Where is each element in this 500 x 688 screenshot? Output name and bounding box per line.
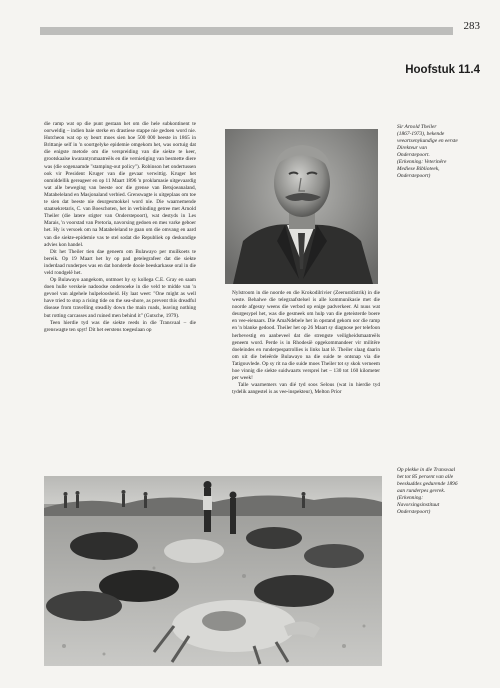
body-column-left <box>44 121 196 334</box>
caption-line: Navorsingsinstituut <box>397 502 440 508</box>
caption-line: (Erkenning: <box>397 495 424 501</box>
page-number: 283 <box>463 20 480 32</box>
caption-line: (Erkenning: Veterinêre <box>397 159 447 165</box>
paragraph: Teen hierdie tyd was die siekte reeds in die Transvaal – die grenswagte ten spyt! Dit het eerstens toegeslaan op <box>44 319 196 333</box>
body-column-right <box>232 290 380 396</box>
header-rule <box>40 27 453 35</box>
cattle-image <box>44 476 382 666</box>
caption-line: Direkteur van <box>397 145 427 151</box>
caption-line: aan runderpes gevrek. <box>397 488 446 494</box>
caption-line: Onderstepoort. <box>397 152 430 158</box>
chapter-heading: Hoofstuk 11.4 <box>405 64 480 76</box>
paragraph: Dit het Theiler tien dae geneem om Bulawayo per muilkoets te bereik. Op 19 Maart het hy op pad getelegrafeer dat die siekte inderdaad runderpes was en dat honderde dooie beeskarkasse oral in die veld rondgelê het. <box>44 248 196 276</box>
portrait-image <box>225 129 378 284</box>
portrait-caption <box>397 124 483 180</box>
caption-line: Mediese Biblioteek, <box>397 166 440 172</box>
cattle-photo-caption <box>397 467 483 516</box>
caption-line: veeartsenykundige en eerste <box>397 138 458 144</box>
paragraph: die ramp wat op die punt gestaan het om die hele subkontinent te oorweldig – indien baie sterke en drastiese stappe nie gedoen word nie. Hutcheon wat op sy beurt moes sien hoe 500 000 beeste in 1865 in Brittanje self in 'n soortgelyke epidemie omgekom het, was oortuig dat die enigste metode om die verspreiding van die siekte te keer, grootskaalse kwarantynmaatreëls en die vernietiging van besmette diere was (die sogenaamde "stamping-out policy"). Robinson het ondertussen ook vir President Kruger van die gevaar verwittig. Kruger het onmiddellik gereageer en op 11 Maart 1896 'n proklamasie uitgevaardig wat alle beweging van beeste oor die grense van Betsjoeanaland, Matabeleland en Masjonaland verbied. Grenswagte is uitgeplaas om toe te sien dat beeste nie deurgesmokkel word nie. Die waarnemende staatsekretaris, C. van Boeschoten, het in verbinding getree met Arnold Theiler (die latere stigter van Onderstepoort), wat destyds in Les Marais, 'n voorstad van Pretoria, navorsing gedoen en mes varke geboer het. Hy is versoek om na Matabeleland te gaan om die omvang en aard van die siekte-epidemie vas te stel sodat die Republiek op deskundige advies kon handel. <box>44 121 196 248</box>
caption-line: Sir Arnold Theiler <box>397 124 437 130</box>
caption-line: (1867-1973), bekende <box>397 131 445 137</box>
caption-line: het tot 85 persent van alle <box>397 474 454 480</box>
caption-line: Op plekke in die Transvaal <box>397 467 456 473</box>
theiler-portrait-photo <box>225 129 378 284</box>
caption-line: Onderstepoort) <box>397 509 431 515</box>
paragraph: Talle waarnemers van dié tyd soos Selous (wat in hierdie tyd tydelik aangestel is as vee-inspekteur), Melton Prior <box>232 382 380 396</box>
dead-cattle-photo <box>44 476 382 666</box>
paragraph: Op Bulawayo aangekom, ontmoet hy sy kollega C.E. Gray en saam doen hulle verskeie nadoodse ondersoeke in die veld te midde van 'n gevoel van algehele hulpeloosheid. Hy laat weet: "One might as well have tried to stop a rising tide on the sea-shore, as prevent this dreadful disease from travelling steadily down the main roads, leaving nothing but rotting carcasses and ruined men behind it" (Gutsche, 1979). <box>44 277 196 319</box>
paragraph: Nylstroom in die noorde en die Krokodilrivier (Zeerustdistrik) in die weste. Behalwe die telegraafstelsel is alle kommunikasie met die noorde afgesny weens die verbod op enige padverkeer. Al nuus wat deurgesypel het, was die gesmeek om hulp van die geteisterde boere en vee-eienaars. Die AmaNdebele het in opstand gekom oor die ramp en 'n blanke gedood. Theiler het op 26 Maart sy diagnose per telefoon herbevestig en aanbeveel dat die strengste veiligheidsmaatreëls geneem word. Perde is in Rhodesië opgekommandeer vir militêre doeleindes en runderpespatrollies is links laat lê. Theiler slaag daarin om uit die beleërde Bulawayo na die suide te ontsnap via die Tatigouvlede. Op sy rit na die suide moes Theiler tot sy skok verneem hoe vinnig die siekte suidwaarts versprei het – 130 tot 160 kilometer per week! <box>232 290 380 382</box>
caption-line: beeskuddes gedurende 1896 <box>397 481 458 487</box>
caption-line: Onderstepoort) <box>397 173 431 179</box>
